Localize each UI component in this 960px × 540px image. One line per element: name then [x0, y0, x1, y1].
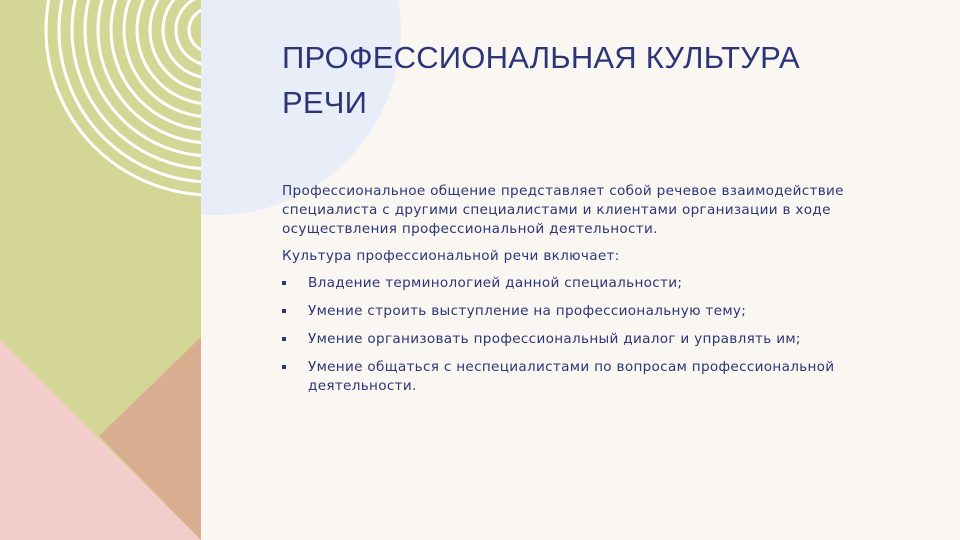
square-bullet-icon	[282, 309, 286, 313]
list-item	[282, 274, 902, 293]
list-heading: Культура профессиональной речи включает:	[282, 248, 620, 264]
square-bullet-icon	[282, 365, 286, 369]
list-item	[282, 358, 902, 396]
list-item-text: Умение организовать профессиональный диалог и управлять им;	[308, 331, 801, 347]
slide-body	[282, 182, 902, 405]
slide-title	[282, 35, 922, 125]
intro-paragraph: Профессиональное общение представляет собой речевое взаимодействие специалиста с другими специалистами и клиентами организации в ходе осуществления профессиональной деятельности.	[282, 183, 844, 237]
title-line-1: ПРОФЕССИОНАЛЬНАЯ КУЛЬТУРА	[282, 40, 800, 75]
bullet-list	[282, 274, 902, 396]
list-item-text: Умение строить выступление на профессиональную тему;	[308, 303, 747, 319]
title-line-2: РЕЧИ	[282, 85, 368, 120]
list-item-text: Владение терминологией данной специальности;	[308, 275, 683, 291]
square-bullet-icon	[282, 337, 286, 341]
list-item	[282, 330, 902, 349]
list-item-text: Умение общаться с неспециалистами по вопросам профессиональной деятельности.	[308, 359, 835, 394]
list-item	[282, 302, 902, 321]
square-bullet-icon	[282, 281, 286, 285]
